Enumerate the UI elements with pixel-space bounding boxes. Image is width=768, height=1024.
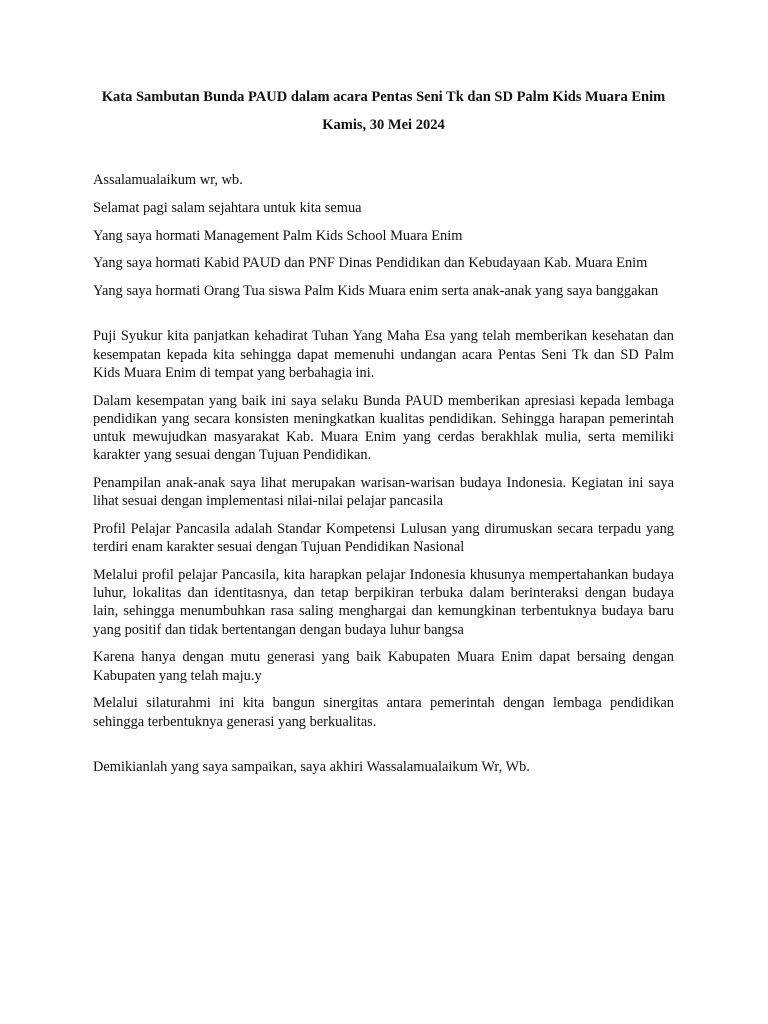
- paragraph-puji-syukur: Puji Syukur kita panjatkan kehadirat Tuhan Yang Maha Esa yang telah memberikan kesehatan dan kesempatan kepada kita sehingga dapat memenuhi undangan acara Pentas Seni Tk dan SD Palm Kids Muara Enim di tempat yang berbahagia ini.: [93, 328, 674, 381]
- document-body: [93, 171, 674, 786]
- document-title: Kata Sambutan Bunda PAUD dalam acara Pentas Seni Tk dan SD Palm Kids Muara Enim: [101, 89, 666, 105]
- paragraph-profil-pelajar: Profil Pelajar Pancasila adalah Standar Kompetensi Lulusan yang dirumuskan secara terpadu yang terdiri enam karakter sesuai dengan Tujuan Pendidikan Nasional: [93, 521, 674, 556]
- paragraph-apresiasi: Dalam kesempatan yang baik ini saya selaku Bunda PAUD memberikan apresiasi kepada lembaga pendidikan yang secara konsisten meningkatkan kualitas pendidikan. Sehingga harapan pemerintah untuk mewujudkan masyarakat Kab. Muara Enim yang cerdas berakhlak mulia, serta memiliki karakter yang sesuai dengan Tujuan Pendidikan.: [93, 392, 674, 464]
- paragraph-melalui-profil: Melalui profil pelajar Pancasila, kita harapkan pelajar Indonesia khusunya mempertahankan budaya luhur, lokalitas dan identitasnya, dan tetap berpikiran terbuka dalam berinteraksi dengan budaya lain, sehingga menumbuhkan rasa saling menghargai dan kemungkinan terbentuknya budaya baru yang positif dan tidak bertentangan dengan budaya luhur bangsa: [93, 567, 674, 638]
- document-date: Kamis, 30 Mei 2024: [322, 117, 445, 133]
- greeting-orang-tua: Yang saya hormati Orang Tua siswa Palm Kids Muara enim serta anak-anak yang saya banggakan: [93, 283, 659, 300]
- greeting-salam: Assalamualaikum wr, wb.: [93, 172, 243, 188]
- greeting-kabid-paud: Yang saya hormati Kabid PAUD dan PNF Dinas Pendidikan dan Kebudayaan Kab. Muara Enim: [93, 255, 648, 272]
- paragraph-silaturahmi: Melalui silaturahmi ini kita bangun sinergitas antara pemerintah dengan lembaga pendidikan sehingga terbentuknya generasi yang berkualitas.: [93, 695, 674, 730]
- greeting-management: Yang saya hormati Management Palm Kids School Muara Enim: [93, 227, 463, 244]
- closing-statement: Demikianlah yang saya sampaikan, saya akhiri Wassalamualaikum Wr, Wb.: [93, 758, 530, 775]
- paragraph-mutu-generasi: Karena hanya dengan mutu generasi yang baik Kabupaten Muara Enim dapat bersaing dengan Kabupaten yang telah maju.y: [93, 649, 674, 684]
- paragraph-penampilan: Penampilan anak-anak saya lihat merupakan warisan-warisan budaya Indonesia. Kegiatan ini saya lihat sesuai dengan implementasi nilai-nilai pelajar pancasila: [93, 475, 674, 510]
- greeting-selamat-pagi: Selamat pagi salam sejahtara untuk kita semua: [93, 199, 362, 216]
